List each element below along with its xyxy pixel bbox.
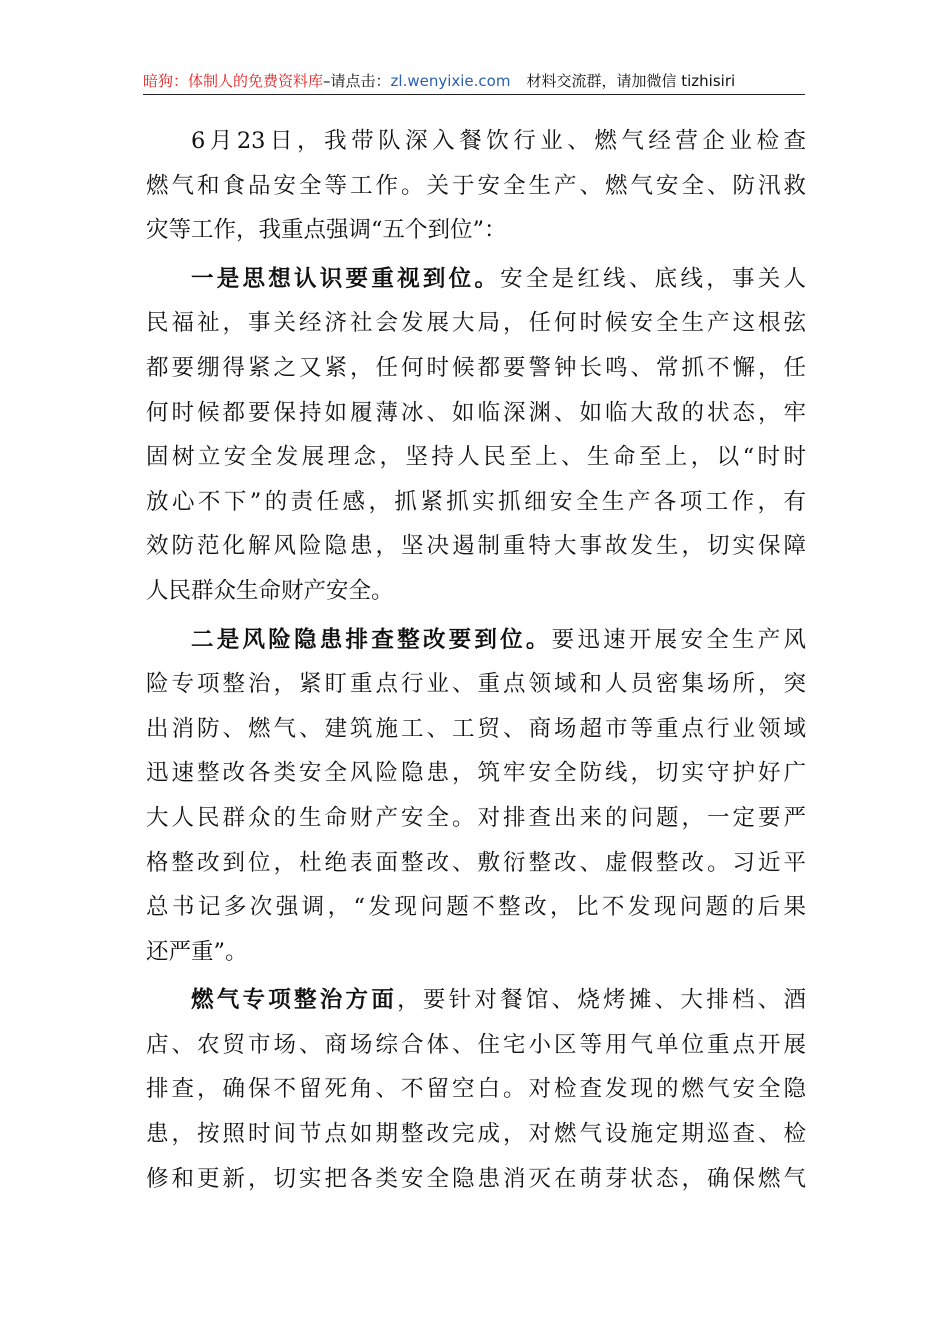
text-line: 固树立安全发展理念，坚持人民至上、生命至上，以“时时 (146, 444, 806, 471)
text-line: 店、农贸市场、商场综合体、住宅小区等用气单位重点开展 (146, 1031, 806, 1058)
text-line: 都要绷得紧之又紧，任何时候都要警钟长鸣、常抓不懈，任 (146, 354, 806, 381)
paragraph-gas-rectification (146, 978, 806, 1201)
text-line: 排查，确保不留死角、不留空白。对检查发现的燃气安全隐 (146, 1076, 806, 1103)
document-body (146, 119, 806, 1201)
text-line: 还严重”。 (146, 938, 248, 965)
paragraph-intro (146, 119, 806, 253)
text-line: 民福祉，事关经济社会发展大局，任何时候安全生产这根弦 (146, 310, 806, 337)
text-segment: 要迅速开展安全生产风 (551, 626, 806, 653)
text-line: 何时候都要保持如履薄冰、如临深渊、如临大敌的状态，牢 (146, 399, 806, 426)
text-line: 格整改到位，杜绝表面整改、敷衍整改、虚假整改。习近平 (146, 849, 806, 876)
text-line: 患，按照时间节点如期整改完成，对燃气设施定期巡查、检 (146, 1121, 806, 1148)
text-line: 燃气和食品安全等工作。关于安全生产、燃气安全、防汛救 (146, 172, 806, 199)
page-header (143, 70, 805, 95)
header-site-name: 暗狗：体制人的免费资料库 (143, 72, 324, 90)
text-line: 大人民群众的生命财产安全。对排查出来的问题，一定要严 (146, 804, 806, 831)
text-line: 灾等工作，我重点强调“五个到位”： (146, 217, 507, 244)
text-line (146, 978, 806, 1023)
header-url-link[interactable]: zl.wenyixie.com (390, 72, 511, 90)
text-line: 人民群众生命财产安全。 (146, 577, 394, 604)
text-line: 出消防、燃气、建筑施工、工贸、商场超市等重点行业领域 (146, 715, 806, 742)
text-line: 效防范化解风险隐患，坚决遏制重特大事故发生，切实保障 (146, 533, 806, 560)
paragraph-point-one (146, 257, 806, 614)
text-segment: ，要针对餐馆、烧烤摊、大排档、酒 (397, 987, 806, 1014)
text-line: 险专项整治，紧盯重点行业、重点领域和人员密集场所，突 (146, 671, 806, 698)
header-click-prompt: –请点击： (323, 72, 391, 90)
text-line: 放心不下”的责任感，抓紧抓实抓细安全生产各项工作，有 (146, 488, 806, 515)
text-line: 6月23日，我带队深入餐饮行业、燃气经营企业检查 (191, 128, 806, 154)
point-two-heading: 二是风险隐患排查整改要到位。 (191, 626, 552, 653)
text-line (146, 257, 806, 302)
gas-rectification-heading: 燃气专项整治方面 (191, 987, 398, 1014)
paragraph-point-two (146, 618, 806, 975)
text-line (146, 618, 806, 663)
header-wechat-note: 材料交流群，请加微信 tizhisiri (526, 72, 736, 90)
text-line: 总书记多次强调，“发现问题不整改，比不发现问题的后果 (146, 894, 806, 921)
text-line: 修和更新，切实把各类安全隐患消灭在萌芽状态，确保燃气 (146, 1165, 806, 1192)
point-one-heading: 一是思想认识要重视到位。 (191, 265, 501, 292)
text-line: 迅速整改各类安全风险隐患，筑牢安全防线，切实守护好广 (146, 760, 806, 787)
text-segment: 安全是红线、底线，事关人 (500, 265, 806, 292)
